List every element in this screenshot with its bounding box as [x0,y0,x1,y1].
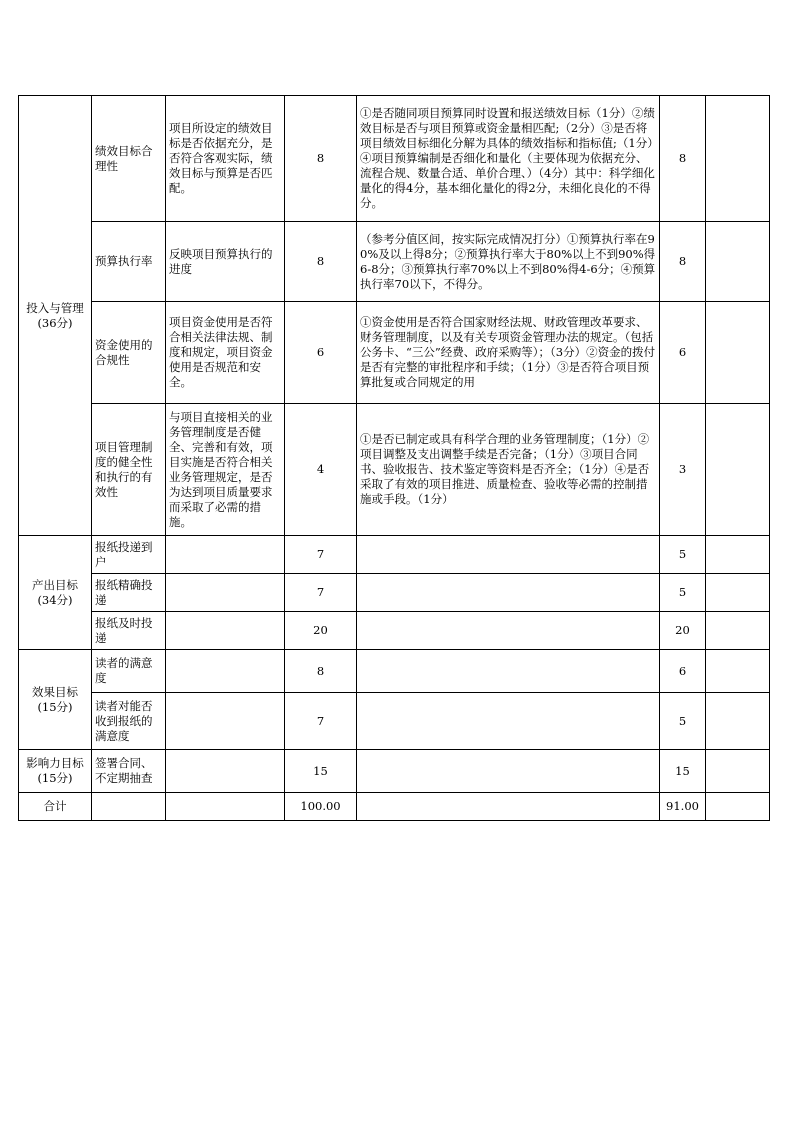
table-row [19,650,770,693]
remark-cell [706,222,770,302]
remark-cell [706,650,770,693]
standard-cell [357,750,660,793]
indicator-cell: 报纸及时投递 [92,612,166,650]
indicator-cell: 报纸精确投递 [92,574,166,612]
category-input: 投入与管理 (36分) [26,300,84,330]
indicator-cell: 签署合同、不定期抽查 [92,750,166,793]
standard-cell [357,612,660,650]
category-cell [19,536,92,650]
standard-cell: （参考分值区间，按实际完成情况打分）①预算执行率在90%及以上得8分；②预算执行率大于80%以上不到90%得6-8分；③预算执行率70%以上不到80%得4-6分；④预算执行率70以下，不得分。 [357,222,660,302]
category-cell [19,96,92,536]
table-row [19,574,770,612]
score-cell: 8 [660,96,706,222]
total-score: 91.00 [660,793,706,821]
standard-cell [357,536,660,574]
remark-cell [706,404,770,536]
score-cell: 3 [660,404,706,536]
performance-evaluation-table [18,95,770,821]
indicator-cell: 报纸投递到户 [92,536,166,574]
indicator-cell: 读者的满意度 [92,650,166,693]
weight-cell: 8 [285,96,357,222]
explanation-cell: 项目所设定的绩效目标是否依据充分，是否符合客观实际，绩效目标与预算是否匹配。 [166,96,285,222]
total-row [19,793,770,821]
remark-cell [706,612,770,650]
score-cell: 5 [660,574,706,612]
total-weight: 100.00 [285,793,357,821]
explanation-cell [166,650,285,693]
table-row [19,222,770,302]
explanation-cell [166,612,285,650]
score-cell: 15 [660,750,706,793]
indicator-cell: 预算执行率 [92,222,166,302]
weight-cell: 7 [285,536,357,574]
standard-cell [357,693,660,750]
category-cell [19,650,92,750]
weight-cell: 7 [285,574,357,612]
weight-cell: 8 [285,222,357,302]
explanation-cell: 项目资金使用是否符合相关法律法规、制度和规定，项目资金使用是否规范和安全。 [166,302,285,404]
standard-cell: ①是否随同项目预算同时设置和报送绩效目标（1分）②绩效目标是否与项目预算或资金量相匹配;（2分）③是否将项目绩效目标细化分解为具体的绩效指标和指标值;（1分）④项目预算编制是否细化和量化（主要体现为依据充分、流程合规、数量合适、单价合理、）（4分）其中：科学细化量化的得4分，基本细化量化的得2分，未细化良化的不得分。 [357,96,660,222]
weight-cell: 20 [285,612,357,650]
weight-cell: 8 [285,650,357,693]
explanation-cell [166,750,285,793]
explanation-cell: 反映项目预算执行的进度 [166,222,285,302]
weight-cell: 15 [285,750,357,793]
standard-cell [357,650,660,693]
explanation-cell [166,693,285,750]
weight-cell: 7 [285,693,357,750]
category-impact: 影响力目标 (15分) [26,756,84,785]
remark-cell [706,96,770,222]
table-row [19,612,770,650]
total-label: 合计 [19,793,92,821]
category-effect: 效果目标 (15分) [32,684,78,714]
weight-cell: 6 [285,302,357,404]
standard-cell: ①是否已制定或具有科学合理的业务管理制度；（1分）②项目调整及支出调整手续是否完备；（1分）③项目合同书、验收报告、技术鉴定等资料是否齐全；（1分）④是否采取了有效的项目推进、质量检查、验收等必需的控制措施或手段。（1分） [357,404,660,536]
table-row [19,404,770,536]
indicator-cell: 绩效目标合理性 [92,96,166,222]
category-output: 产出目标 (34分) [32,577,78,607]
remark-cell [706,302,770,404]
table-row [19,693,770,750]
score-cell: 5 [660,536,706,574]
remark-cell [706,693,770,750]
table-row [19,96,770,222]
indicator-cell: 项目管理制度的健全性和执行的有效性 [92,404,166,536]
score-cell: 8 [660,222,706,302]
remark-cell [706,793,770,821]
table-row [19,750,770,793]
table-row [19,536,770,574]
score-cell: 6 [660,650,706,693]
category-cell [19,750,92,793]
explanation-cell [166,536,285,574]
remark-cell [706,536,770,574]
weight-cell: 4 [285,404,357,536]
score-cell: 20 [660,612,706,650]
explanation-cell: 与项目直接相关的业务管理制度是否健全、完善和有效，项目实施是否符合相关业务管理规定，是否为达到项目质量要求而采取了必需的措施。 [166,404,285,536]
score-cell: 6 [660,302,706,404]
score-cell: 5 [660,693,706,750]
indicator-cell: 资金使用的合规性 [92,302,166,404]
table-row [19,302,770,404]
indicator-cell: 读者对能否收到报纸的满意度 [92,693,166,750]
remark-cell [706,574,770,612]
explanation-cell [166,574,285,612]
standard-cell: ①资金使用是否符合国家财经法规、财政管理改革要求、财务管理制度，以及有关专项资金管理办法的规定。（包括公务卡、“三公”经费、政府采购等）；（3分）②资金的拨付是否有完整的审批程序和手续；（1分）③是否符合项目预算批复或合同规定的用 [357,302,660,404]
remark-cell [706,750,770,793]
standard-cell [357,574,660,612]
